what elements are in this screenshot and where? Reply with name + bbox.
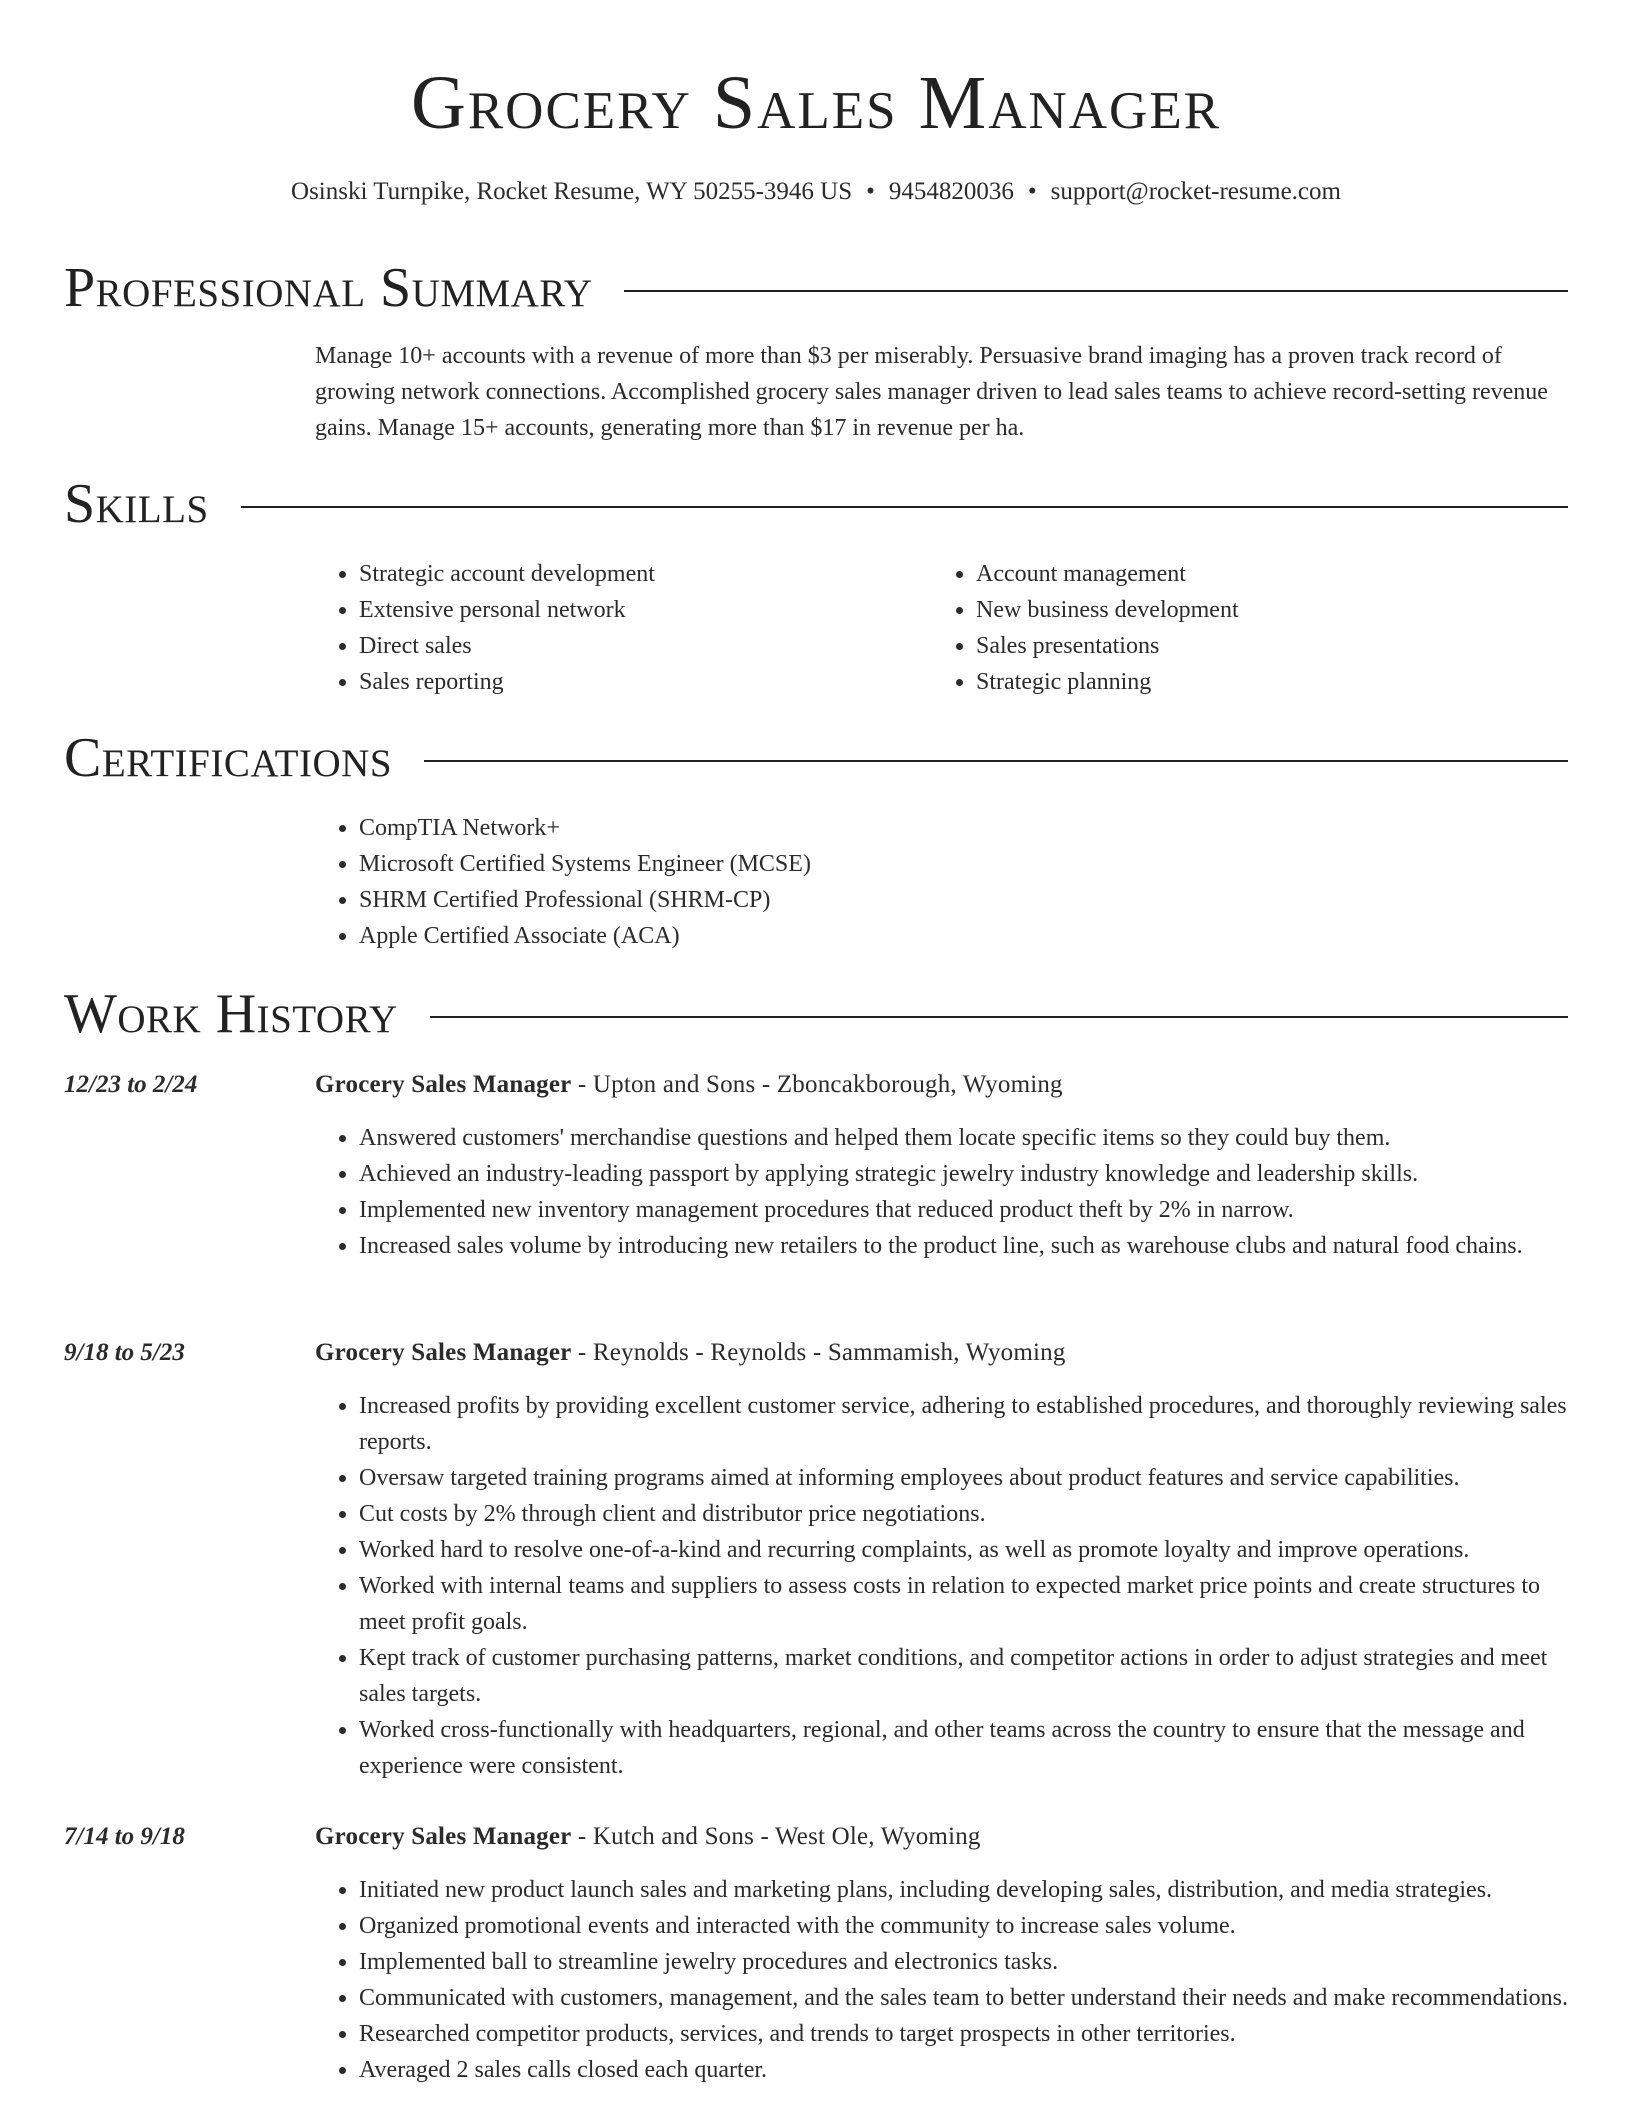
job-dates: 7/14 to 9/18 bbox=[64, 1823, 185, 1850]
job-bullet-list bbox=[315, 1388, 1568, 1784]
job-employer: - Kutch and Sons - West Ole, Wyoming bbox=[571, 1823, 981, 1850]
job-heading bbox=[315, 1336, 1568, 1370]
job-heading bbox=[315, 1820, 1568, 1854]
contact-separator: • bbox=[1027, 178, 1037, 205]
job-bullet: • Achieved an industry-leading passport by applying strategic jewelry industry knowledge and leadership skills. bbox=[359, 1156, 1568, 1192]
job-bullet: • Cut costs by 2% through client and distributor price negotiations. bbox=[359, 1496, 1568, 1532]
job-role: Grocery Sales Manager bbox=[315, 1071, 572, 1098]
job-bullets bbox=[315, 1872, 1568, 2088]
skill-item: • Sales reporting bbox=[359, 664, 915, 700]
section-title-skills: Skills bbox=[64, 473, 209, 535]
resume-title: Grocery Sales Manager bbox=[410, 61, 1222, 145]
section-divider bbox=[241, 506, 1568, 508]
job-bullet: • Communicated with customers, management, and the sales team to better understand their needs and make recommendations. bbox=[359, 1980, 1568, 2016]
contact-separator: • bbox=[866, 178, 875, 205]
job-bullet: • Researched competitor products, services, and trends to target prospects in other territories. bbox=[359, 2016, 1568, 2052]
job-bullet: • Averaged 2 sales calls closed each quarter. bbox=[359, 2052, 1568, 2088]
section-header-certifications bbox=[64, 726, 1568, 790]
job-bullet: • Oversaw targeted training programs aimed at informing employees about product features and service capabilities. bbox=[359, 1460, 1568, 1496]
job-bullet-list bbox=[315, 1872, 1568, 2088]
job-bullet: • Implemented new inventory management procedures that reduced product theft by 2% in narrow. bbox=[359, 1192, 1568, 1228]
job-bullet: • Worked cross-functionally with headquarters, regional, and other teams across the country to ensure that the message and experience were consistent. bbox=[359, 1712, 1568, 1784]
section-title-work-history: Work History bbox=[64, 983, 398, 1045]
skills-column-left bbox=[315, 556, 915, 700]
certifications-block bbox=[315, 810, 1415, 954]
job-bullet: • Increased profits by providing excellent customer service, adhering to established procedures, and thoroughly reviewing sales reports. bbox=[359, 1388, 1568, 1460]
job-bullet-list bbox=[315, 1120, 1568, 1264]
skill-item: • Direct sales bbox=[359, 628, 915, 664]
job-bullets bbox=[315, 1388, 1568, 1784]
skill-item: • Strategic planning bbox=[976, 664, 1532, 700]
section-title-certifications: Certifications bbox=[64, 727, 393, 789]
section-header-skills bbox=[64, 472, 1568, 536]
contact-email[interactable]: support@rocket-resume.com bbox=[1050, 178, 1341, 205]
certifications-list bbox=[315, 810, 1415, 954]
section-divider bbox=[430, 1016, 1568, 1018]
job-role: Grocery Sales Manager bbox=[315, 1339, 572, 1366]
job-bullet: • Answered customers' merchandise questions and helped them locate specific items so they could buy them. bbox=[359, 1120, 1568, 1156]
skill-item: • New business development bbox=[976, 592, 1532, 628]
job-bullets bbox=[315, 1120, 1568, 1264]
section-divider bbox=[624, 290, 1568, 292]
job-bullet: • Implemented ball to streamline jewelry procedures and electronics tasks. bbox=[359, 1944, 1568, 1980]
job-bullet: • Increased sales volume by introducing new retailers to the product line, such as warehouse clubs and natural food chains. bbox=[359, 1228, 1568, 1264]
certification-item: • Microsoft Certified Systems Engineer (MCSE) bbox=[359, 846, 1415, 882]
certification-item: • SHRM Certified Professional (SHRM-CP) bbox=[359, 882, 1415, 918]
skill-item: • Sales presentations bbox=[976, 628, 1532, 664]
section-title-summary: Professional Summary bbox=[64, 257, 593, 319]
contact-address: Osinski Turnpike, Rocket Resume, WY 50255-3946 US bbox=[291, 178, 853, 205]
skill-item: • Strategic account development bbox=[359, 556, 915, 592]
certification-item: • CompTIA Network+ bbox=[359, 810, 1415, 846]
summary-text: Manage 10+ accounts with a revenue of more than $3 per miserably. Persuasive brand imaging has a proven track record of growing network connections. Accomplished grocery sales manager driven to lead sales teams to achieve record-setting revenue gains. Manage 15+ accounts, generating more than $17 in revenue per ha. bbox=[315, 343, 1548, 441]
job-employer: - Reynolds - Reynolds - Sammamish, Wyoming bbox=[571, 1339, 1066, 1366]
job-bullet: • Worked hard to resolve one-of-a-kind and recurring complaints, as well as promote loyalty and improve operations. bbox=[359, 1532, 1568, 1568]
skills-list bbox=[932, 556, 1532, 700]
certification-item: • Apple Certified Associate (ACA) bbox=[359, 918, 1415, 954]
job-bullet: • Organized promotional events and interacted with the community to increase sales volume. bbox=[359, 1908, 1568, 1944]
skill-item: • Extensive personal network bbox=[359, 592, 915, 628]
job-bullet: • Kept track of customer purchasing patterns, market conditions, and competitor actions in order to adjust strategies and meet sales targets. bbox=[359, 1640, 1568, 1712]
job-bullet: • Initiated new product launch sales and marketing plans, including developing sales, distribution, and media strategies. bbox=[359, 1872, 1568, 1908]
job-employer: - Upton and Sons - Zboncakborough, Wyoming bbox=[571, 1071, 1063, 1098]
job-heading bbox=[315, 1068, 1568, 1102]
skills-list bbox=[315, 556, 915, 700]
contact-phone: 9454820036 bbox=[888, 178, 1014, 205]
job-role: Grocery Sales Manager bbox=[315, 1823, 572, 1850]
contact-line bbox=[0, 175, 1632, 209]
job-bullet: • Worked with internal teams and suppliers to assess costs in relation to expected market price points and create structures to meet profit goals. bbox=[359, 1568, 1568, 1640]
job-dates: 12/23 to 2/24 bbox=[64, 1071, 198, 1098]
job-dates: 9/18 to 5/23 bbox=[64, 1339, 185, 1366]
section-divider bbox=[424, 760, 1568, 762]
skills-column-right bbox=[932, 556, 1532, 700]
section-header-summary bbox=[64, 256, 1568, 320]
section-header-work-history bbox=[64, 982, 1568, 1046]
skill-item: • Account management bbox=[976, 556, 1532, 592]
